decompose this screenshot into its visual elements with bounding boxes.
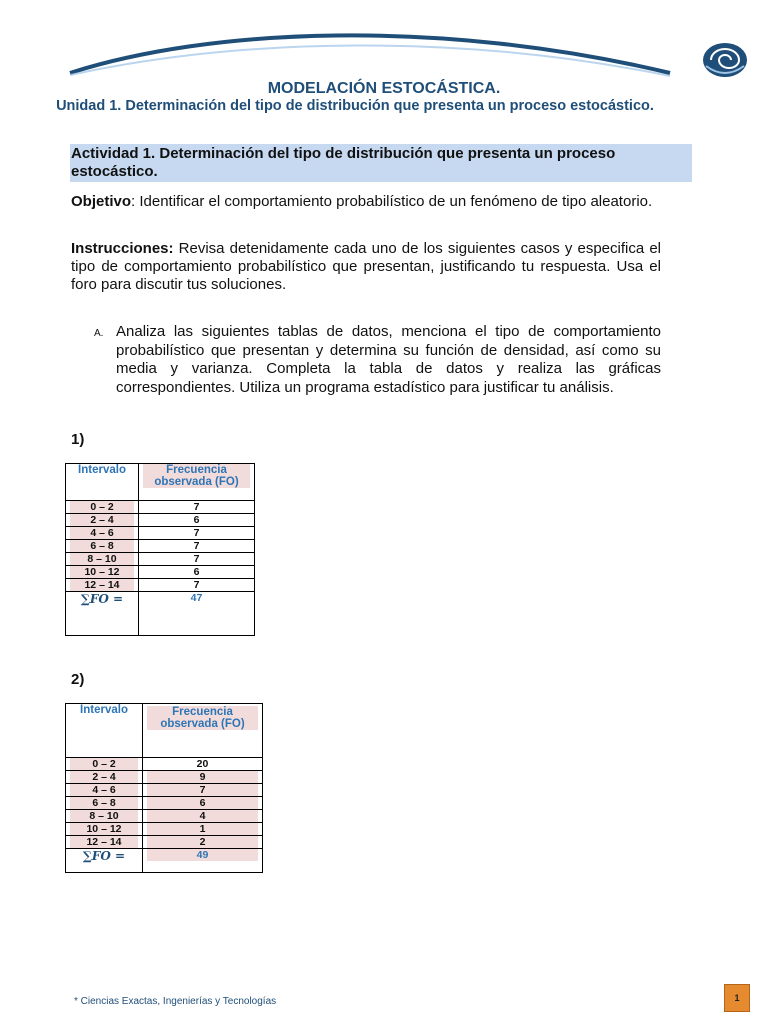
table1-col1-header: Intervalo <box>78 464 126 476</box>
table1-interval: 8 – 10 <box>70 553 134 565</box>
table1-label: 1) <box>71 431 85 448</box>
header-swoosh-graphic <box>60 18 680 88</box>
table2-interval: 2 – 4 <box>70 771 138 783</box>
table1-fo: 7 <box>139 540 255 553</box>
document-title: MODELACIÓN ESTOCÁSTICA. <box>267 80 501 97</box>
table2-interval: 0 – 2 <box>70 758 138 770</box>
table2-sum-value: 49 <box>147 849 258 861</box>
item-a-text: Analiza las siguientes tablas de datos, menciona el tipo de comportamiento probabilístico que presentan y determina su función de densidad, así como su media y varianza. Completa la tabla de datos y realiza las gráficas correspondientes. Utiliza un programa estadístico para justificar tu análisis. <box>116 323 661 396</box>
table2-fo: 20 <box>143 758 263 771</box>
table1-fo: 6 <box>139 566 255 579</box>
activity-heading: Actividad 1. Determinación del tipo de distribución que presenta un proceso estocástico. <box>70 144 692 182</box>
instructions-paragraph <box>71 240 661 294</box>
table2-label: 2) <box>71 671 85 688</box>
footer-text: * Ciencias Exactas, Ingenierías y Tecnologías <box>74 996 277 1007</box>
table2-interval: 8 – 10 <box>70 810 138 822</box>
table2-interval: 10 – 12 <box>70 823 138 835</box>
table1-fo: 7 <box>139 527 255 540</box>
document-subtitle: Unidad 1. Determinación del tipo de distribución que presenta un proceso estocástico. <box>56 98 654 114</box>
table2-fo: 1 <box>147 823 258 835</box>
table2-interval: 12 – 14 <box>70 836 138 848</box>
table1-sum-label: ∑FO = <box>66 592 139 636</box>
frequency-table-1 <box>65 463 255 636</box>
table1-fo: 7 <box>139 501 255 514</box>
objective-label: Objetivo <box>71 193 132 210</box>
table1-interval: 4 – 6 <box>70 527 134 539</box>
table2-sum-label: ∑FO = <box>66 849 143 873</box>
table2-interval: 6 – 8 <box>70 797 138 809</box>
table2-fo: 6 <box>147 797 258 809</box>
table1-interval: 6 – 8 <box>70 540 134 552</box>
table1-interval: 10 – 12 <box>70 566 134 578</box>
page-number-badge: 1 <box>724 984 750 1012</box>
table2-fo: 4 <box>147 810 258 822</box>
table1-sum-value: 47 <box>139 592 255 636</box>
table1-fo: 7 <box>139 553 255 566</box>
instructions-label: Instrucciones: <box>71 240 174 257</box>
table1-interval: 0 – 2 <box>70 501 134 513</box>
table2-fo: 2 <box>147 836 258 848</box>
table2-col2-header: Frecuencia observada (FO) <box>147 706 258 730</box>
table1-col2-header: Frecuencia observada (FO) <box>143 464 250 488</box>
frequency-table-2 <box>65 703 263 873</box>
instructions-text: Revisa detenidamente cada uno de los siguientes casos y especifica el tipo de comportamiento probabilístico que presentan, justificando tu respuesta. Usa el foro para discutir tus soluciones. <box>71 240 661 293</box>
objective-paragraph <box>71 193 661 211</box>
table2-fo: 9 <box>147 771 258 783</box>
objective-text: : Identificar el comportamiento probabilístico de un fenómeno de tipo aleatorio. <box>131 193 653 210</box>
table1-interval: 12 – 14 <box>70 579 134 591</box>
nautilus-shell-logo-icon <box>700 36 750 80</box>
table1-fo: 7 <box>139 579 255 592</box>
table2-col1-header: Intervalo <box>80 704 128 716</box>
item-a-marker: A. <box>94 328 104 339</box>
table2-interval: 4 – 6 <box>70 784 138 796</box>
table1-interval: 2 – 4 <box>70 514 134 526</box>
table2-fo: 7 <box>147 784 258 796</box>
table1-fo: 6 <box>139 514 255 527</box>
